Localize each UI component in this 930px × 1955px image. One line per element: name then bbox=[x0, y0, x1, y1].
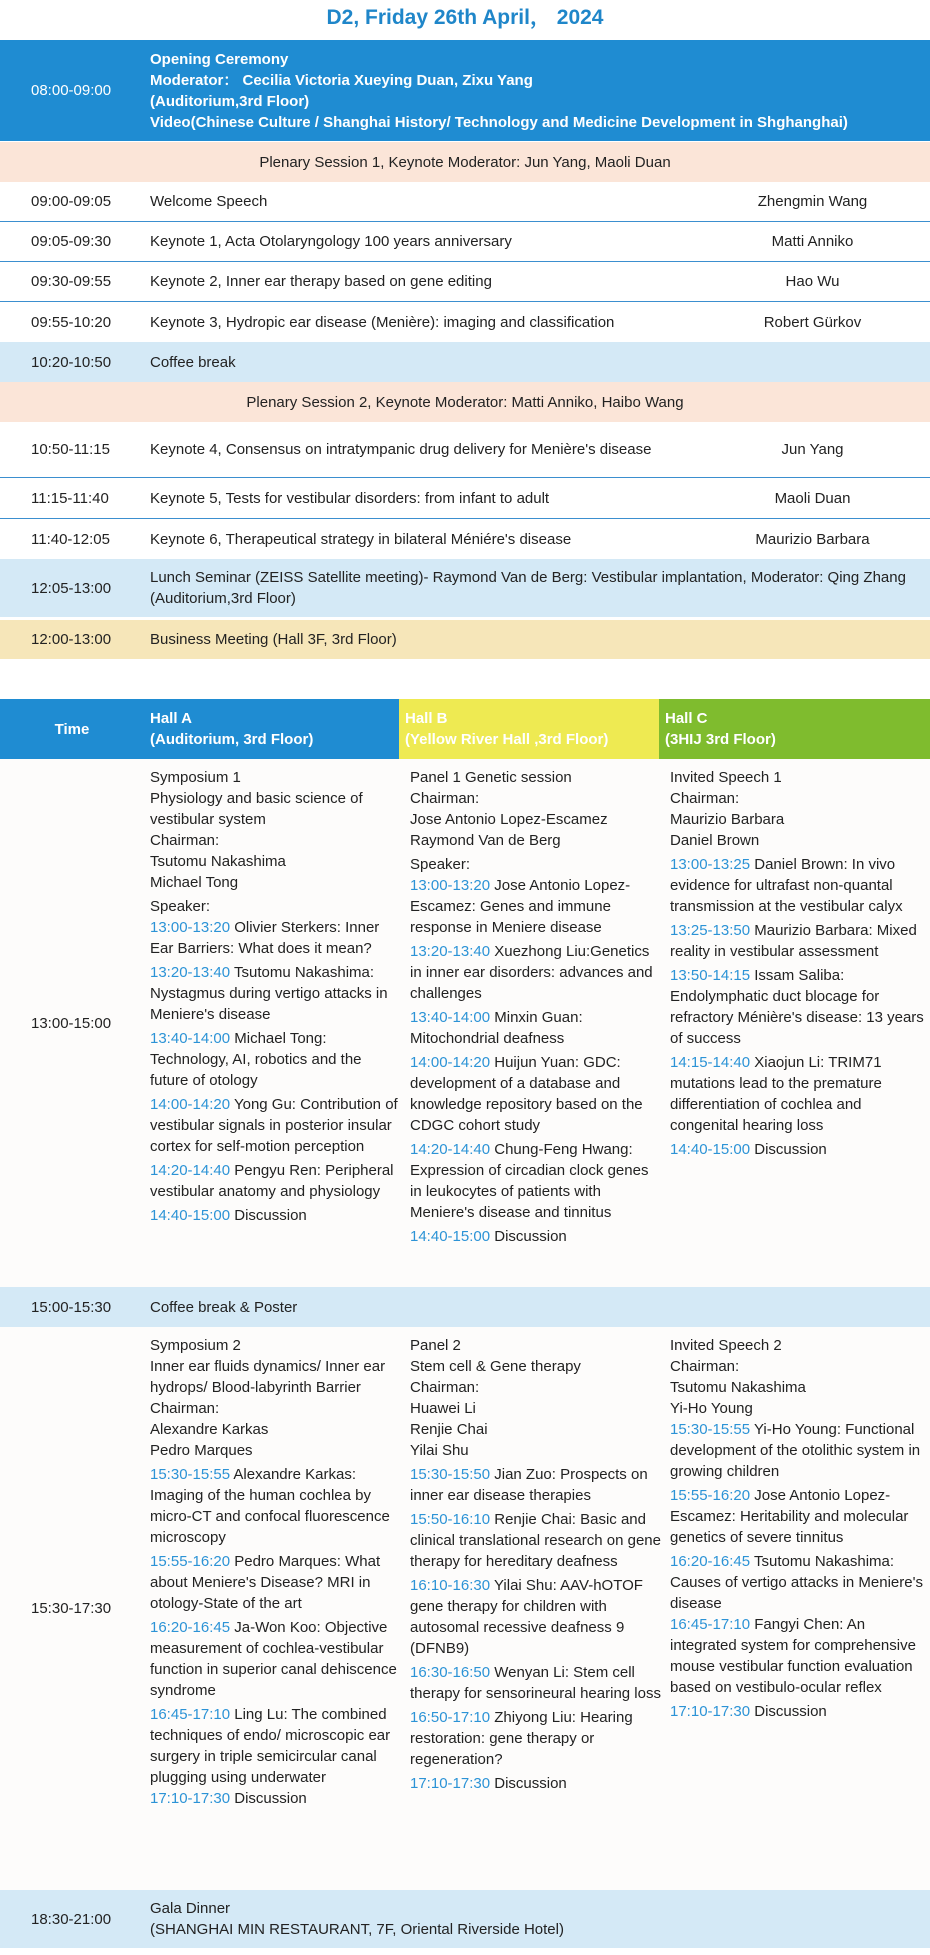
talk-time: 14:00-14:20 bbox=[150, 1096, 231, 1113]
talk-item bbox=[410, 1773, 661, 1794]
talk-item bbox=[670, 920, 926, 962]
talk-item bbox=[670, 1701, 926, 1722]
talk-time: 13:00-13:20 bbox=[150, 919, 231, 936]
talk-time: 16:50-17:10 bbox=[410, 1709, 491, 1726]
header-time: Time bbox=[0, 699, 144, 759]
talk-item bbox=[150, 1028, 401, 1091]
talk-item bbox=[150, 917, 401, 959]
block-1-time: 13:00-15:00 bbox=[31, 1014, 112, 1032]
gala-dinner-title: Gala Dinner bbox=[150, 1900, 231, 1917]
hall-b-session-1 bbox=[405, 759, 665, 1287]
agenda-time: 10:50-11:15 bbox=[31, 441, 110, 458]
talk-text: Chung-Feng Hwang: Expression of circadian clock genes in leukocytes of patients with Meniere's disease and tinnitus bbox=[410, 1141, 649, 1221]
hall-c-name: Hall C bbox=[665, 710, 708, 727]
session-info: Huawei Li bbox=[410, 1400, 476, 1417]
gala-dinner-venue: (SHANGHAI MIN RESTAURANT, 7F, Oriental Riverside Hotel) bbox=[150, 1921, 564, 1938]
talk-item bbox=[410, 1509, 661, 1572]
session-info: Yi-Ho Young bbox=[670, 1400, 753, 1417]
talk-item bbox=[410, 1007, 661, 1049]
talk-item bbox=[670, 1614, 926, 1698]
talk-text: Tsutomu Nakashima: Causes of vertigo attacks in Meniere's disease bbox=[670, 1553, 923, 1612]
coffee-break-title: Coffee break bbox=[150, 353, 236, 371]
talk-text: Discussion bbox=[490, 1228, 567, 1245]
talk-time: 15:30-15:55 bbox=[670, 1421, 751, 1438]
session-info: Panel 2 bbox=[410, 1337, 461, 1354]
hall-a-session-2 bbox=[150, 1327, 405, 1890]
talk-item bbox=[150, 1788, 401, 1809]
coffee-poster-row bbox=[0, 1287, 930, 1327]
talk-item bbox=[670, 1139, 926, 1160]
session-info: Invited Speech 2 bbox=[670, 1337, 782, 1354]
talk-text: Jose Antonio Lopez-Escamez: Heritability and molecular genetics of severe tinnitus bbox=[670, 1487, 909, 1546]
talk-time: 14:40-15:00 bbox=[150, 1207, 231, 1224]
agenda-title: Keynote 3, Hydropic ear disease (Menière): imaging and classification bbox=[150, 313, 615, 331]
plenary-session-2-label: Plenary Session 2, Keynote Moderator: Matti Anniko, Haibo Wang bbox=[246, 393, 684, 411]
agenda-row bbox=[0, 222, 930, 262]
talk-text: Renjie Chai: Basic and clinical translational research on gene therapy for hereditary deafness bbox=[410, 1511, 661, 1570]
talk-text: Yi-Ho Young: Functional development of the otolithic system in growing children bbox=[670, 1421, 921, 1480]
business-meeting-title: Business Meeting (Hall 3F, 3rd Floor) bbox=[150, 631, 397, 648]
lunch-seminar-title: Lunch Seminar (ZEISS Satellite meeting)- Raymond Van de Berg: Vestibular implantation, Moderator: Qing Zhang (Auditorium,3rd Floor) bbox=[150, 569, 906, 607]
coffee-poster-time: 15:00-15:30 bbox=[31, 1298, 112, 1316]
opening-line: Opening Ceremony bbox=[150, 50, 289, 68]
opening-time: 08:00-09:00 bbox=[31, 82, 112, 99]
talk-text: Olivier Sterkers: Inner Ear Barriers: What does it mean? bbox=[150, 919, 380, 957]
block-2-time: 15:30-17:30 bbox=[31, 1600, 112, 1617]
talk-text: Ling Lu: The combined techniques of endo/ microscopic ear surgery in triple semicircular canal plugging using underwater bbox=[150, 1706, 391, 1786]
halls-header bbox=[0, 699, 930, 759]
session-info: Physiology and basic science of vestibular system bbox=[150, 790, 363, 828]
agenda-time: 09:00-09:05 bbox=[31, 193, 112, 210]
session-info: Alexandre Karkas bbox=[150, 1421, 269, 1438]
talk-text: Jose Antonio Lopez-Escamez: Genes and immune response in Meniere disease bbox=[410, 877, 631, 936]
plenary-session-1 bbox=[0, 142, 930, 182]
talk-text: Daniel Brown: In vivo evidence for ultrafast non-quantal transmission at the vestibular calyx bbox=[670, 856, 903, 915]
agenda-row bbox=[0, 478, 930, 519]
talk-item bbox=[670, 1419, 926, 1482]
agenda-speaker: Robert Gürkov bbox=[763, 313, 862, 331]
talk-text: Wenyan Li: Stem cell therapy for sensorineural hearing loss bbox=[410, 1664, 661, 1702]
talk-item bbox=[150, 1094, 401, 1157]
session-info: Panel 1 Genetic session bbox=[410, 769, 572, 786]
talk-item bbox=[150, 1617, 401, 1701]
talk-item bbox=[670, 1551, 926, 1614]
talk-time: 16:20-16:45 bbox=[150, 1619, 231, 1636]
talk-time: 15:55-16:20 bbox=[670, 1487, 751, 1504]
talk-text: Discussion bbox=[230, 1207, 307, 1224]
talk-text: Yong Gu: Contribution of vestibular signals in posterior insular cortex for self-motion perception bbox=[150, 1096, 398, 1155]
talk-text: Xuezhong Liu:Genetics in inner ear disorders: advances and challenges bbox=[410, 943, 653, 1002]
talk-time: 16:20-16:45 bbox=[670, 1553, 751, 1570]
speaker-label: Speaker: bbox=[410, 856, 471, 873]
opening-line: Video(Chinese Culture / Shanghai History/ Technology and Medicine Development in Shghanghai) bbox=[150, 113, 848, 131]
talk-item bbox=[670, 1052, 926, 1136]
agenda-speaker: Hao Wu bbox=[785, 273, 840, 290]
hall-b-session-2 bbox=[405, 1327, 665, 1890]
talk-text: Zhiyong Liu: Hearing restoration: gene therapy or regeneration? bbox=[410, 1709, 633, 1768]
talk-item bbox=[150, 1160, 401, 1202]
talk-text: Pedro Marques: What about Meniere's Disease? MRI in otology-State of the art bbox=[150, 1553, 381, 1612]
session-block-1 bbox=[0, 759, 930, 1287]
session-info: Tsutomu Nakashima bbox=[150, 853, 286, 870]
session-info: Maurizio Barbara bbox=[670, 811, 785, 828]
agenda-row bbox=[0, 519, 930, 559]
talk-time: 14:20-14:40 bbox=[150, 1162, 231, 1179]
talk-text: Minxin Guan: Mitochondrial deafness bbox=[410, 1009, 583, 1047]
session-info: Stem cell & Gene therapy bbox=[410, 1358, 581, 1375]
session-info: Tsutomu Nakashima bbox=[670, 1379, 806, 1396]
talk-time: 13:00-13:25 bbox=[670, 856, 751, 873]
talk-time: 16:30-16:50 bbox=[410, 1664, 491, 1681]
page-title: D2, Friday 26th April， 2024 bbox=[326, 6, 604, 29]
talk-text: Discussion bbox=[230, 1790, 307, 1807]
hall-b-name: Hall B bbox=[405, 710, 448, 727]
talk-time: 17:10-17:30 bbox=[410, 1775, 491, 1792]
agenda-speaker: Matti Anniko bbox=[771, 233, 854, 250]
opening-line: Moderator： Cecilia Victoria Xueying Duan, Zixu Yang bbox=[150, 71, 533, 89]
hall-a-location: (Auditorium, 3rd Floor) bbox=[150, 731, 314, 748]
plenary-session-2 bbox=[0, 382, 930, 422]
session-info: Michael Tong bbox=[150, 874, 239, 891]
agenda-time: 11:15-11:40 bbox=[31, 489, 109, 507]
talk-item bbox=[150, 1704, 401, 1788]
coffee-break-row bbox=[0, 342, 930, 382]
header-hall-c bbox=[659, 699, 930, 759]
session-info: Pedro Marques bbox=[150, 1442, 253, 1459]
opening-content bbox=[150, 49, 930, 133]
talk-item bbox=[670, 965, 926, 1049]
agenda-speaker: Maoli Duan bbox=[774, 489, 851, 507]
hall-c-session-2 bbox=[665, 1327, 930, 1890]
talk-time: 17:10-17:30 bbox=[150, 1790, 231, 1807]
talk-time: 13:50-14:15 bbox=[670, 967, 751, 984]
session-info: Inner ear fluids dynamics/ Inner ear hydrops/ Blood-labyrinth Barrier bbox=[150, 1358, 386, 1396]
agenda-time: 09:55-10:20 bbox=[31, 313, 112, 331]
session-info: Chairman: bbox=[150, 1400, 220, 1417]
agenda-title: Keynote 2, Inner ear therapy based on gene editing bbox=[150, 273, 492, 290]
agenda-row bbox=[0, 182, 930, 222]
talk-time: 15:55-16:20 bbox=[150, 1553, 231, 1570]
header-hall-b bbox=[399, 699, 659, 759]
agenda-title: Keynote 1, Acta Otolaryngology 100 years anniversary bbox=[150, 233, 512, 250]
talk-item bbox=[670, 854, 926, 917]
speaker-label: Speaker: bbox=[150, 898, 211, 915]
talk-time: 15:50-16:10 bbox=[410, 1511, 491, 1528]
agenda-title: Keynote 5, Tests for vestibular disorders: from infant to adult bbox=[150, 489, 550, 507]
session-info: Daniel Brown bbox=[670, 832, 760, 849]
talk-time: 16:10-16:30 bbox=[410, 1577, 491, 1594]
talk-time: 14:20-14:40 bbox=[410, 1141, 491, 1158]
hall-b-location: (Yellow River Hall ,3rd Floor) bbox=[405, 731, 609, 748]
hall-c-session-1 bbox=[665, 759, 930, 1287]
talk-item bbox=[150, 1205, 401, 1226]
talk-text: Maurizio Barbara: Mixed reality in vestibular assessment bbox=[670, 922, 917, 960]
session-info: Symposium 1 bbox=[150, 769, 241, 786]
session-info: Chairman: bbox=[410, 790, 480, 807]
session-info: Chairman: bbox=[150, 832, 220, 849]
talk-item bbox=[410, 1226, 661, 1247]
agenda-title: Welcome Speech bbox=[150, 193, 268, 210]
hall-c-location: (3HIJ 3rd Floor) bbox=[665, 731, 776, 748]
agenda-row bbox=[0, 302, 930, 342]
talk-text: Ja-Won Koo: Objective measurement of cochlea-vestibular function in superior canal dehiscence syndrome bbox=[150, 1619, 397, 1699]
session-info: Raymond Van de Berg bbox=[410, 832, 561, 849]
gala-dinner-row bbox=[0, 1890, 930, 1948]
talk-time: 13:20-13:40 bbox=[150, 964, 231, 981]
talk-time: 13:00-13:20 bbox=[410, 877, 491, 894]
talk-text: Jian Zuo: Prospects on inner ear disease therapies bbox=[410, 1466, 648, 1504]
talk-text: Tsutomu Nakashima: Nystagmus during vertigo attacks in Meniere's disease bbox=[150, 964, 388, 1023]
session-info: Yilai Shu bbox=[410, 1442, 469, 1459]
talk-item bbox=[410, 941, 661, 1004]
talk-text: Issam Saliba: Endolymphatic duct blocage for refractory Ménière's disease: 13 years of success bbox=[670, 967, 924, 1047]
talk-text: Yilai Shu: AAV-hOTOF gene therapy for children with autosomal recessive deafness 9 (DFNB9) bbox=[410, 1577, 643, 1657]
header-hall-a bbox=[144, 699, 399, 759]
hall-a-session-1 bbox=[150, 759, 405, 1287]
talk-item bbox=[410, 1707, 661, 1770]
agenda-time: 09:05-09:30 bbox=[31, 233, 112, 250]
talk-text: Alexandre Karkas: Imaging of the human cochlea by micro-CT and confocal fluorescence microscopy bbox=[150, 1466, 390, 1546]
talk-text: Discussion bbox=[750, 1703, 827, 1720]
session-info: Chairman: bbox=[670, 790, 740, 807]
opening-line: (Auditorium,3rd Floor) bbox=[150, 92, 310, 110]
session-block-2 bbox=[0, 1327, 930, 1890]
session-info: Symposium 2 bbox=[150, 1337, 241, 1354]
agenda-time: 11:40-12:05 bbox=[31, 530, 110, 548]
gala-dinner-details bbox=[150, 1898, 930, 1940]
lunch-seminar-row bbox=[0, 559, 930, 617]
hall-a-name: Hall A bbox=[150, 710, 192, 727]
business-meeting-row bbox=[0, 620, 930, 659]
talk-text: Huijun Yuan: GDC: development of a database and knowledge repository based on the CDGC cohort study bbox=[410, 1054, 643, 1134]
talk-time: 13:20-13:40 bbox=[410, 943, 491, 960]
talk-item bbox=[670, 1485, 926, 1548]
agenda-time: 09:30-09:55 bbox=[31, 273, 112, 290]
talk-time: 15:30-15:55 bbox=[150, 1466, 231, 1483]
plenary-session-1-label: Plenary Session 1, Keynote Moderator: Jun Yang, Maoli Duan bbox=[259, 153, 671, 171]
talk-text: Discussion bbox=[490, 1775, 567, 1792]
talk-time: 16:45-17:10 bbox=[150, 1706, 231, 1723]
talk-item bbox=[410, 1464, 661, 1506]
talk-text: Xiaojun Li: TRIM71 mutations lead to the premature differentiation of cochlea and congenital hearing loss bbox=[670, 1054, 882, 1134]
talk-time: 13:40-14:00 bbox=[150, 1030, 231, 1047]
talk-item bbox=[410, 1052, 661, 1136]
opening-row bbox=[0, 40, 930, 141]
coffee-poster-title: Coffee break & Poster bbox=[150, 1298, 298, 1316]
talk-time: 14:15-14:40 bbox=[670, 1054, 751, 1071]
talk-item bbox=[150, 1464, 401, 1548]
session-info: Invited Speech 1 bbox=[670, 769, 782, 786]
talk-text: Fangyi Chen: An integrated system for comprehensive mouse vestibular function evaluation based on vestibulo-ocular reflex bbox=[670, 1616, 916, 1696]
talk-time: 17:10-17:30 bbox=[670, 1703, 751, 1720]
talk-time: 13:40-14:00 bbox=[410, 1009, 491, 1026]
talk-text: Michael Tong: Technology, AI, robotics and the future of otology bbox=[150, 1030, 362, 1089]
agenda-speaker: Zhengmin Wang bbox=[757, 193, 868, 210]
talk-text: Pengyu Ren: Peripheral vestibular anatomy and physiology bbox=[150, 1162, 394, 1200]
talk-time: 14:40-15:00 bbox=[410, 1228, 491, 1245]
agenda-speaker: Jun Yang bbox=[781, 441, 844, 458]
agenda-title: Keynote 6, Therapeutical strategy in bilateral Méniére's disease bbox=[150, 530, 572, 548]
talk-time: 16:45-17:10 bbox=[670, 1616, 751, 1633]
talk-item bbox=[410, 875, 661, 938]
lunch-seminar-time: 12:05-13:00 bbox=[31, 579, 112, 597]
talk-time: 13:25-13:50 bbox=[670, 922, 751, 939]
session-info: Chairman: bbox=[670, 1358, 740, 1375]
business-meeting-time: 12:00-13:00 bbox=[31, 631, 112, 648]
coffee-break-time: 10:20-10:50 bbox=[31, 353, 112, 371]
talk-time: 15:30-15:50 bbox=[410, 1466, 491, 1483]
talk-item bbox=[410, 1662, 661, 1704]
talk-time: 14:00-14:20 bbox=[410, 1054, 491, 1071]
talk-item bbox=[150, 1551, 401, 1614]
talk-item bbox=[150, 962, 401, 1025]
talk-time: 14:40-15:00 bbox=[670, 1141, 751, 1158]
session-info: Jose Antonio Lopez-Escamez bbox=[410, 811, 608, 828]
session-info: Renjie Chai bbox=[410, 1421, 488, 1438]
gala-dinner-time: 18:30-21:00 bbox=[31, 1910, 112, 1928]
talk-item bbox=[410, 1575, 661, 1659]
agenda-row bbox=[0, 262, 930, 302]
agenda-row bbox=[0, 422, 930, 478]
agenda-title: Keynote 4, Consensus on intratympanic drug delivery for Menière's disease bbox=[150, 441, 652, 458]
session-info: Chairman: bbox=[410, 1379, 480, 1396]
talk-text: Discussion bbox=[750, 1141, 827, 1158]
talk-item bbox=[410, 1139, 661, 1223]
agenda-speaker: Maurizio Barbara bbox=[755, 530, 870, 548]
